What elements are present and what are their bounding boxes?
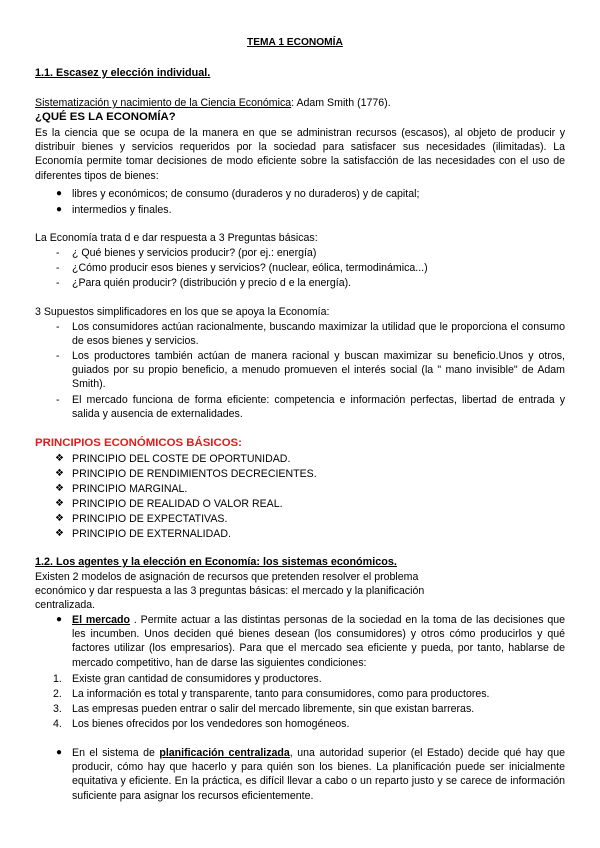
question-heading: ¿QUÉ ES LA ECONOMÍA?	[35, 111, 176, 123]
principle-item-text: PRINCIPIO DE REALIDAD O VALOR REAL.	[72, 498, 283, 510]
dash-icon: -	[56, 321, 60, 333]
diamond-bullet-icon: ❖	[55, 528, 64, 539]
definition-paragraph: Es la ciencia que se ocupa de la manera en que se administran recursos (escasos), al objeto de producir y distribuir bienes y servicios requeridos por la sociedad para satisfacer sus necesidades (ilimitadas). La Economía permite tomar decisiones de modo eficiente sobre la satisfacción de las necesidades con el uso de diferentes tipos de bienes:	[35, 127, 565, 182]
principle-item-text: PRINCIPIO MARGINAL.	[72, 483, 188, 495]
section-heading-2: 1.2. Los agentes y la elección en Economía: los sistemas económicos.	[35, 556, 397, 568]
dash-icon: -	[56, 394, 60, 406]
market-text: . Permite actuar a las distintas personas de la sociedad en la toma de las decisiones que les incumben. Unos deciden qué bienes desean (los consumidores) y otros cómo producirlos y qué factores utilizar (los empresarios). Para que el mercado sea eficiente y pueda, por tanto, hablarse de mercado competitivo, han de darse las siguientes condiciones:	[72, 614, 565, 669]
diamond-bullet-icon: ❖	[55, 513, 64, 524]
diamond-bullet-icon: ❖	[55, 498, 64, 509]
bullet-icon: ●	[56, 747, 63, 758]
principle-item-text: PRINCIPIO DE EXTERNALIDAD.	[72, 528, 231, 540]
bullet-icon: ●	[56, 204, 63, 215]
condition-item-text: La información es total y transparente, tanto para consumidores, como para productores.	[72, 688, 490, 700]
diamond-bullet-icon: ❖	[55, 453, 64, 464]
section2-intro-line: centralizada.	[35, 599, 96, 611]
dash-icon: -	[56, 262, 60, 274]
list-number: 3.	[53, 703, 62, 715]
diamond-bullet-icon: ❖	[55, 468, 64, 479]
list-number: 4.	[53, 718, 62, 730]
intro-link-text: Sistematización y nacimiento de la Ciencia Económica	[35, 97, 292, 109]
principle-item-text: PRINCIPIO DE RENDIMIENTOS DECRECIENTES.	[72, 468, 317, 480]
market-term: El mercado	[72, 614, 131, 626]
assumption-item-text: Los consumidores actúan racionalmente, buscando maximizar la utilidad que le proporciona el consumo de esos bienes y servicios.	[72, 321, 565, 348]
dash-icon: -	[56, 350, 60, 362]
assumptions-intro: 3 Supuestos simplificadores en los que se apoya la Economía:	[35, 306, 330, 318]
market-paragraph	[72, 613, 565, 670]
planning-term: planificación centralizada	[159, 747, 290, 759]
assumption-item-text: Los productores también actúan de manera racional y buscan maximizar su beneficio.Unos y otros, guiados por su propio beneficio, a menudo promueven el interés social (la " mano invisible" de Adam Smith).	[72, 350, 565, 391]
bullet-icon: ●	[56, 614, 63, 625]
list-number: 1.	[53, 673, 62, 685]
bullet-icon: ●	[56, 188, 63, 199]
principle-item-text: PRINCIPIO DE EXPECTATIVAS.	[72, 513, 228, 525]
principle-item-text: PRINCIPIO DEL COSTE DE OPORTUNIDAD.	[72, 453, 291, 465]
planning-paragraph	[72, 746, 565, 803]
goods-item-text: intermedios y finales.	[72, 204, 172, 216]
question-item-text: ¿ Qué bienes y servicios producir? (por ej.: energía)	[72, 247, 317, 259]
question-item-text: ¿Para quién producir? (distribución y precio d e la energía).	[72, 277, 352, 289]
list-number: 2.	[53, 688, 62, 700]
diamond-bullet-icon: ❖	[55, 483, 64, 494]
dash-icon: -	[56, 247, 60, 259]
section-heading-1: 1.1. Escasez y elección individual.	[35, 67, 211, 79]
goods-item-text: libres y económicos; de consumo (duraderos y no duraderos) y de capital;	[72, 188, 420, 200]
condition-item-text: Las empresas pueden entrar o salir del mercado libremente, sin que existan barreras.	[72, 703, 475, 715]
planning-text: , una autoridad superior (el Estado) decide qué hay que producir, cómo hay que hacerlo y para quién son los bienes. La planificación puede ser inicialmente equitativa y eficiente. En la práctica, es difícil llevar a cabo o un reparto justo y se carece de información suficiente para asignar los recursos eficientemente.	[72, 747, 565, 802]
intro-line	[35, 96, 391, 110]
principles-heading: PRINCIPIOS ECONÓMICOS BÁSICOS:	[35, 437, 242, 449]
condition-item-text: Los bienes ofrecidos por los vendedores son homogéneos.	[72, 718, 350, 730]
planning-pre-text: En el sistema de	[72, 747, 160, 759]
section2-intro-line: económico y dar respuesta a las 3 preguntas básicas: el mercado y la planificación	[35, 585, 425, 597]
intro-rest-text: : Adam Smith (1776).	[291, 97, 391, 109]
assumption-item-text: El mercado funciona de forma eficiente: competencia e información perfectas, libertad de entrada y salida y ausencia de externalidades.	[72, 394, 565, 421]
question-item-text: ¿Cómo producir esos bienes y servicios? (nuclear, eólica, termodinámica...)	[72, 262, 428, 274]
condition-item-text: Existe gran cantidad de consumidores y productores.	[72, 673, 322, 685]
page-title: TEMA 1 ECONOMÍA	[247, 37, 343, 48]
section2-intro-line: Existen 2 modelos de asignación de recursos que pretenden resolver el problema	[35, 571, 419, 583]
dash-icon: -	[56, 277, 60, 289]
questions-intro: La Economía trata d e dar respuesta a 3 Preguntas básicas:	[35, 232, 318, 244]
